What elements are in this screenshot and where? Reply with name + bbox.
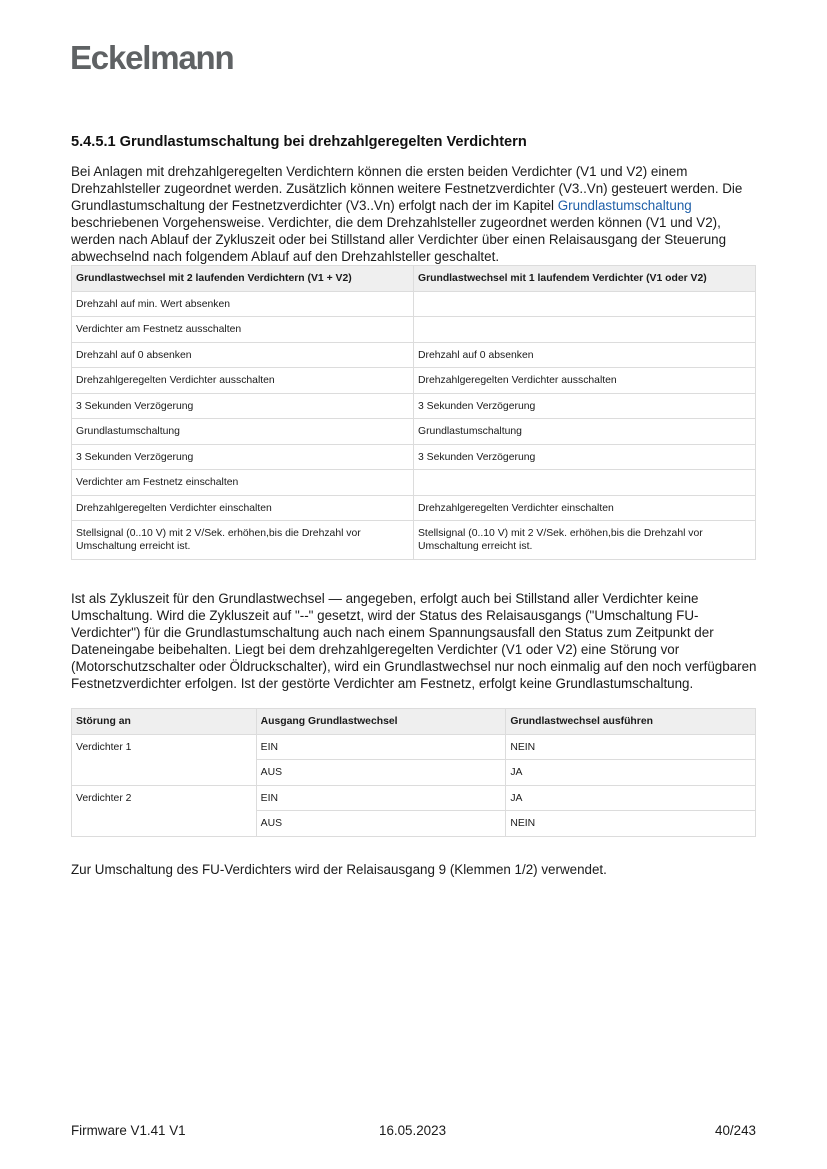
- table-cell: [414, 291, 756, 317]
- table-row: [72, 785, 756, 811]
- grundlastumschaltung-link[interactable]: Grundlastumschaltung: [557, 198, 692, 214]
- column-header: Grundlastwechsel mit 2 laufenden Verdichtern (V1 + V2): [72, 266, 414, 292]
- table-row: [72, 393, 756, 419]
- table-cell: Drehzahlgeregelten Verdichter einschalten: [414, 495, 756, 521]
- table-header-row: [72, 266, 756, 292]
- table-cell: NEIN: [506, 811, 756, 837]
- table-row: [72, 470, 756, 496]
- table-cell: Drehzahlgeregelten Verdichter ausschalten: [72, 368, 414, 394]
- table-cell: [414, 317, 756, 343]
- zykluszeit-paragraph: Ist als Zykluszeit für den Grundlastwechsel — angegeben, erfolgt auch bei Stillstand aller Verdichter keine Umschaltung. Wird die Zykluszeit auf "--" gesetzt, wird der Status des Relaisausgangs ("Umschaltung FU-Verdichter") für die Grundlastumschaltung auch nach einem Spannungsausfall den Status zum Zeitpunkt der Dateneingabe beibehalten. Liegt bei dem drehzahlgeregelten Verdichter (V1 oder V2) eine Störung vor (Motorschutzschalter oder Öldruckschalter), wird ein Grundlastwechsel nur noch einmalig auf den noch verfügbaren Festnetzverdichter erfolgen. Ist der gestörte Verdichter am Festnetz, erfolgt keine Grundlastumschaltung.: [71, 591, 757, 692]
- table-cell: JA: [506, 760, 756, 786]
- relaisausgang-paragraph: Zur Umschaltung des FU-Verdichters wird der Relaisausgang 9 (Klemmen 1/2) verwendet.: [71, 862, 607, 877]
- column-header: Störung an: [72, 709, 257, 735]
- table-row: [72, 317, 756, 343]
- column-header: Ausgang Grundlastwechsel: [256, 709, 506, 735]
- stoerung-table: [71, 708, 756, 837]
- table-row: [72, 419, 756, 445]
- table-cell: Grundlastumschaltung: [414, 419, 756, 445]
- table-cell: EIN: [256, 785, 506, 811]
- table-cell: 3 Sekunden Verzögerung: [72, 393, 414, 419]
- table-cell: 3 Sekunden Verzögerung: [414, 393, 756, 419]
- section-heading: 5.4.5.1 Grundlastumschaltung bei drehzahlgeregelten Verdichtern: [71, 134, 527, 150]
- table-cell: Verdichter am Festnetz einschalten: [72, 470, 414, 496]
- table-cell: Grundlastumschaltung: [72, 419, 414, 445]
- table-cell: 3 Sekunden Verzögerung: [72, 444, 414, 470]
- table-cell: NEIN: [506, 734, 756, 760]
- table-row: [72, 521, 756, 560]
- table-cell: Drehzahlgeregelten Verdichter einschalten: [72, 495, 414, 521]
- table-row: [72, 342, 756, 368]
- table-cell-group-label: Verdichter 2: [72, 785, 257, 836]
- table-cell: [414, 470, 756, 496]
- column-header: Grundlastwechsel mit 1 laufendem Verdichter (V1 oder V2): [414, 266, 756, 292]
- intro-text-after-link: beschriebenen Vorgehensweise. Verdichter, die dem Drehzahlsteller zugeordnet werden können (V1 und V2), werden nach Ablauf der Zykluszeit oder bei Stillstand aller Verdichter über einen Relaisausgang der Steuerung abwechselnd nach folgendem Ablauf auf den Drehzahlsteller geschaltet.: [71, 215, 727, 265]
- table-cell: EIN: [256, 734, 506, 760]
- table-cell: Drehzahl auf min. Wert absenken: [72, 291, 414, 317]
- table-row: [72, 291, 756, 317]
- intro-paragraph: [71, 163, 761, 266]
- table-row: [72, 444, 756, 470]
- intro-text-before-link: Bei Anlagen mit drehzahlgeregelten Verdichtern können die ersten beiden Verdichter (V1 und V2) einem Drehzahlsteller zugeordnet werden. Zusätzlich können weitere Festnetzverdichter (V3..Vn) gesteuert werden. Die Grundlastumschaltung der Festnetzverdichter (V3..Vn) erfolgt nach der im Kapitel: [71, 164, 743, 214]
- table-cell-group-label: Verdichter 1: [72, 734, 257, 785]
- table-cell: Drehzahl auf 0 absenken: [414, 342, 756, 368]
- footer-page-number: 40/243: [715, 1123, 756, 1138]
- table-row: [72, 368, 756, 394]
- eckelmann-logo: Eckelmann: [70, 39, 234, 76]
- table-cell: Stellsignal (0..10 V) mit 2 V/Sek. erhöhen,bis die Drehzahl vor Umschaltung erreicht ist.: [72, 521, 414, 560]
- footer-date: 16.05.2023: [379, 1123, 447, 1138]
- table-header-row: [72, 709, 756, 735]
- table-cell: 3 Sekunden Verzögerung: [414, 444, 756, 470]
- table-cell: AUS: [256, 760, 506, 786]
- table-row: [72, 495, 756, 521]
- table-cell: Drehzahlgeregelten Verdichter ausschalten: [414, 368, 756, 394]
- table-cell: Stellsignal (0..10 V) mit 2 V/Sek. erhöhen,bis die Drehzahl vor Umschaltung erreicht ist.: [414, 521, 756, 560]
- table-cell: AUS: [256, 811, 506, 837]
- table-row: [72, 734, 756, 760]
- footer-firmware-version: Firmware V1.41 V1: [71, 1123, 186, 1138]
- table-cell: JA: [506, 785, 756, 811]
- table-cell: Drehzahl auf 0 absenken: [72, 342, 414, 368]
- grundlastwechsel-sequence-table: [71, 265, 756, 560]
- table-cell: Verdichter am Festnetz ausschalten: [72, 317, 414, 343]
- column-header: Grundlastwechsel ausführen: [506, 709, 756, 735]
